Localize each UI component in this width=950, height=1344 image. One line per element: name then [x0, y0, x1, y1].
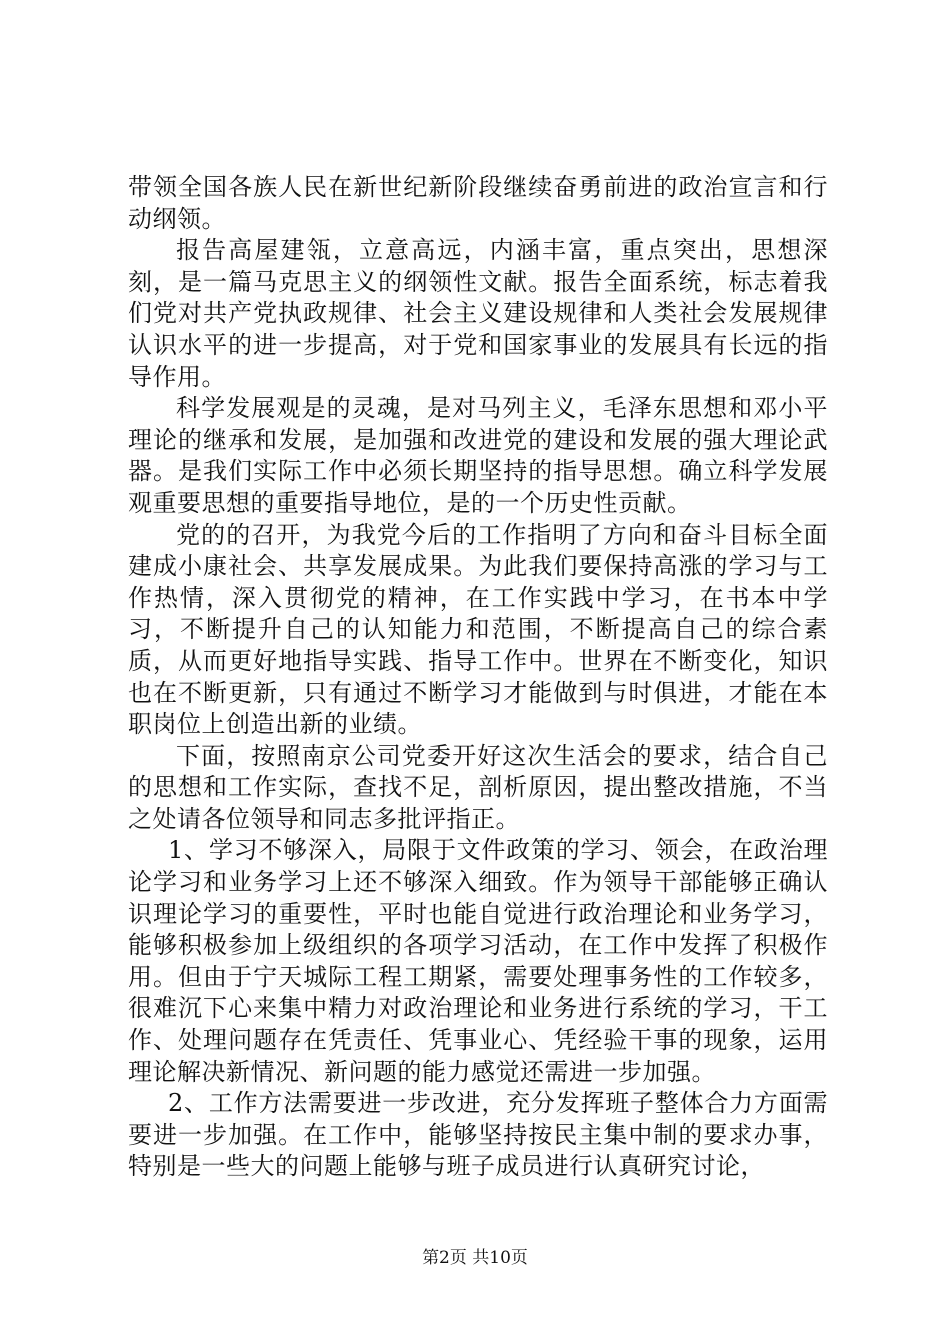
document-body: [128, 172, 828, 1183]
paragraph-party-congress: 党的的召开，为我党今后的工作指明了方向和奋斗目标全面建成小康社会、共享发展成果。为此我们要保持高涨的学习与工作热情，深入贯彻党的精神，在工作实践中学习，在书本中学习，不断提升自己的认知能力和范围，不断提高自己的综合素质，从而更好地指导实践、指导工作中。世界在不断变化，知识也在不断更新，只有通过不断学习才能做到与时俱进，才能在本职岗位上创造出新的业绩。: [128, 520, 828, 739]
page-number-footer: 第2页 共10页: [422, 1248, 528, 1268]
paragraph-scientific-development: 科学发展观是的灵魂，是对马列主义，毛泽东思想和邓小平理论的继承和发展，是加强和改进党的建设和发展的强大理论武器。是我们实际工作中必须长期坚持的指导思想。确立科学发展观重要思想的重要指导地位，是的一个历史性贡献。: [128, 394, 828, 517]
paragraph-introduction: 下面，按照南京公司党委开好这次生活会的要求，结合自己的思想和工作实际，查找不足，剖析原因，提出整改措施，不当之处请各位领导和同志多批评指正。: [128, 741, 828, 833]
paragraph-report-summary: 报告高屋建瓴，立意高远，内涵丰富，重点突出，思想深刻，是一篇马克思主义的纲领性文献。报告全面系统，标志着我们党对共产党执政规律、社会主义建设规律和人类社会发展规律认识水平的进一步提高，对于党和国家事业的发展具有长远的指导作用。: [128, 236, 828, 391]
paragraph-item-2: 2、工作方法需要进一步改进，充分发挥班子整体合力方面需要进一步加强。在工作中，能够坚持按民主集中制的要求办事，特别是一些大的问题上能够与班子成员进行认真研究讨论，: [128, 1089, 828, 1181]
paragraph-item-1: 1、学习不够深入，局限于文件政策的学习、领会，在政治理论学习和业务学习上还不够深入细致。作为领导干部能够正确认识理论学习的重要性，平时也能自觉进行政治理论和业务学习，能够积极参加上级组织的各项学习活动，在工作中发挥了积极作用。但由于宁天城际工程工期紧，需要处理事务性的工作较多，很难沉下心来集中精力对政治理论和业务进行系统的学习，干工作、处理问题存在凭责任、凭事业心、凭经验干事的现象，运用理论解决新情况、新问题的能力感觉还需进一步加强。: [128, 836, 828, 1086]
paragraph-continuation: 带领全国各族人民在新世纪新阶段继续奋勇前进的政治宣言和行动纲领。: [128, 173, 828, 233]
